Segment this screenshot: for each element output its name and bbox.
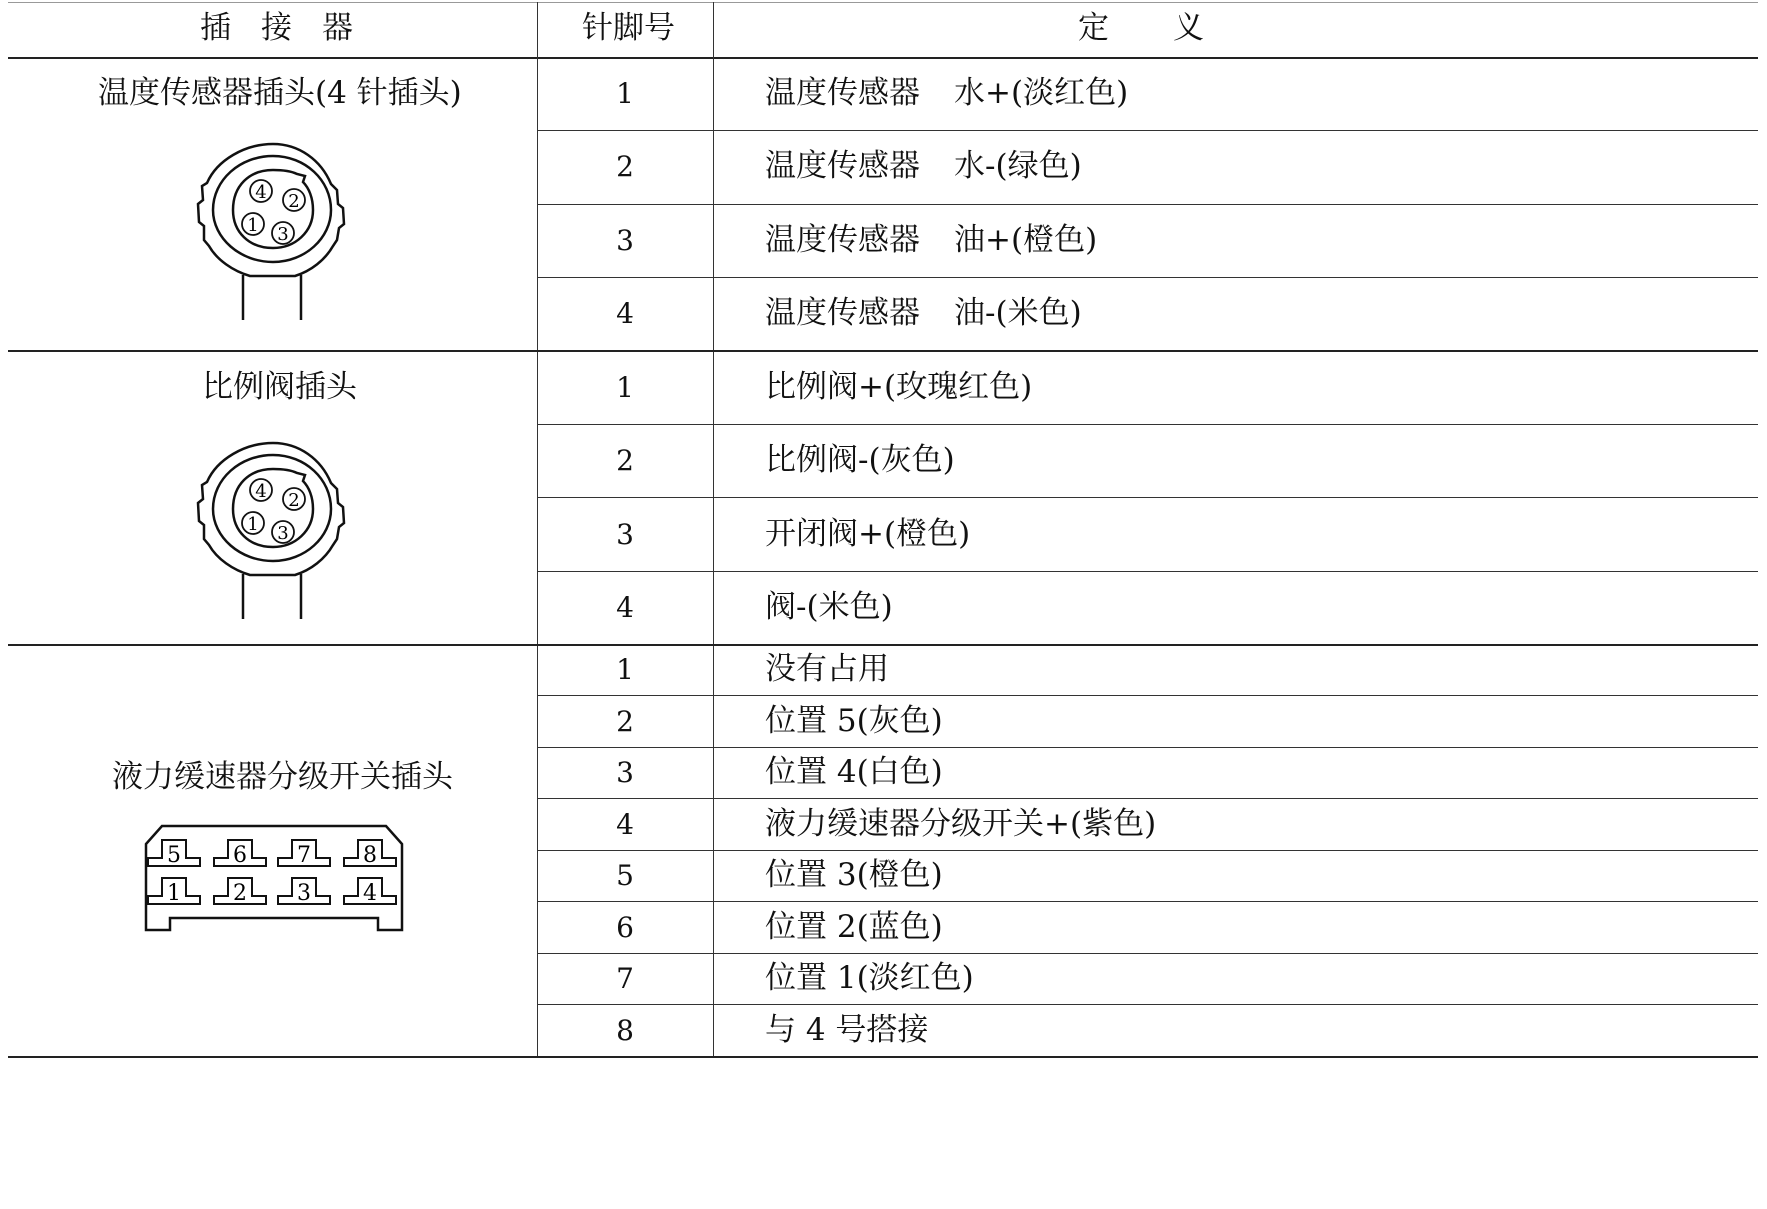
round-4-pin-connector-icon [195, 437, 355, 626]
header-bottom-border [8, 57, 1758, 59]
pin-number: 2 [616, 705, 634, 738]
svg-text:6: 6 [233, 843, 247, 868]
row-divider [537, 850, 1758, 851]
svg-text:1: 1 [247, 514, 259, 535]
group-divider [8, 350, 1758, 352]
pin-definition: 位置 1(淡红色) [765, 960, 974, 996]
connector-name-proportional-valve: 比例阀插头 [202, 369, 357, 405]
pin-definition: 位置 2(蓝色) [765, 909, 943, 945]
header-connector-char-3: 器 [322, 10, 355, 46]
svg-text:3: 3 [297, 881, 311, 906]
header-pin-number: 针脚号 [582, 10, 675, 46]
svg-text:4: 4 [255, 481, 267, 502]
pin-definition: 与 4 号搭接 [765, 1012, 929, 1048]
pin-number: 4 [616, 808, 634, 841]
row-divider [537, 277, 1758, 278]
pin-number: 5 [616, 859, 634, 892]
pin-number: 2 [616, 150, 634, 183]
header-definition-char-2: 义 [1173, 10, 1206, 46]
svg-text:4: 4 [255, 182, 267, 203]
pin-number: 1 [616, 653, 634, 686]
pin-number: 6 [616, 911, 634, 944]
svg-text:5: 5 [167, 843, 181, 868]
svg-text:1: 1 [167, 881, 181, 906]
header-connector-char-2: 接 [261, 10, 294, 46]
header-connector-char-1: 插 [200, 10, 233, 46]
rect-8-pin-connector-icon [140, 822, 408, 942]
svg-text:7: 7 [297, 843, 311, 868]
row-divider [537, 497, 1758, 498]
pin-definition: 温度传感器 油+(橙色) [765, 222, 1098, 258]
pin-definition: 开闭阀+(橙色) [765, 516, 971, 552]
row-divider [537, 571, 1758, 572]
row-divider [537, 130, 1758, 131]
pin-number: 7 [616, 962, 634, 995]
svg-text:3: 3 [277, 523, 289, 544]
row-divider [537, 798, 1758, 799]
svg-text:1: 1 [247, 215, 259, 236]
pin-number: 4 [616, 591, 634, 624]
row-divider [537, 695, 1758, 696]
pin-number: 1 [616, 77, 634, 110]
svg-text:2: 2 [288, 490, 300, 511]
connector-name-temperature-sensor: 温度传感器插头(4 针插头) [98, 75, 462, 111]
pin-definition: 没有占用 [765, 651, 889, 687]
pin-number: 1 [616, 371, 634, 404]
table-top-border [8, 2, 1758, 3]
round-4-pin-connector-icon [195, 138, 355, 327]
pin-definition: 比例阀+(玫瑰红色) [765, 369, 1033, 405]
row-divider [537, 747, 1758, 748]
table-bottom-border [8, 1056, 1758, 1058]
pin-number: 2 [616, 444, 634, 477]
pin-definition: 温度传感器 油-(米色) [765, 295, 1082, 331]
pin-definition: 位置 5(灰色) [765, 703, 943, 739]
pin-number: 3 [616, 518, 634, 551]
pin-number: 4 [616, 297, 634, 330]
pin-definition: 液力缓速器分级开关+(紫色) [765, 806, 1157, 842]
svg-text:2: 2 [233, 881, 247, 906]
svg-text:8: 8 [363, 843, 377, 868]
row-divider [537, 1004, 1758, 1005]
svg-text:4: 4 [363, 881, 377, 906]
row-divider [537, 953, 1758, 954]
pin-definition: 温度传感器 水-(绿色) [765, 148, 1082, 184]
svg-text:3: 3 [277, 224, 289, 245]
row-divider [537, 901, 1758, 902]
group-divider [8, 644, 1758, 646]
header-definition [1078, 10, 1206, 46]
row-divider [537, 204, 1758, 205]
connector-name-retarder-switch: 液力缓速器分级开关插头 [112, 759, 453, 795]
pin-definition: 位置 4(白色) [765, 754, 943, 790]
header-definition-char-1: 定 [1078, 10, 1111, 46]
pin-definition: 位置 3(橙色) [765, 857, 943, 893]
header-connector [200, 10, 355, 46]
svg-text:2: 2 [288, 191, 300, 212]
row-divider [537, 424, 1758, 425]
pin-definition: 比例阀-(灰色) [765, 442, 955, 478]
pin-definition: 温度传感器 水+(淡红色) [765, 75, 1129, 111]
pin-number: 3 [616, 224, 634, 257]
pin-definition: 阀-(米色) [765, 589, 893, 625]
pin-number: 8 [616, 1014, 634, 1047]
pin-number: 3 [616, 756, 634, 789]
